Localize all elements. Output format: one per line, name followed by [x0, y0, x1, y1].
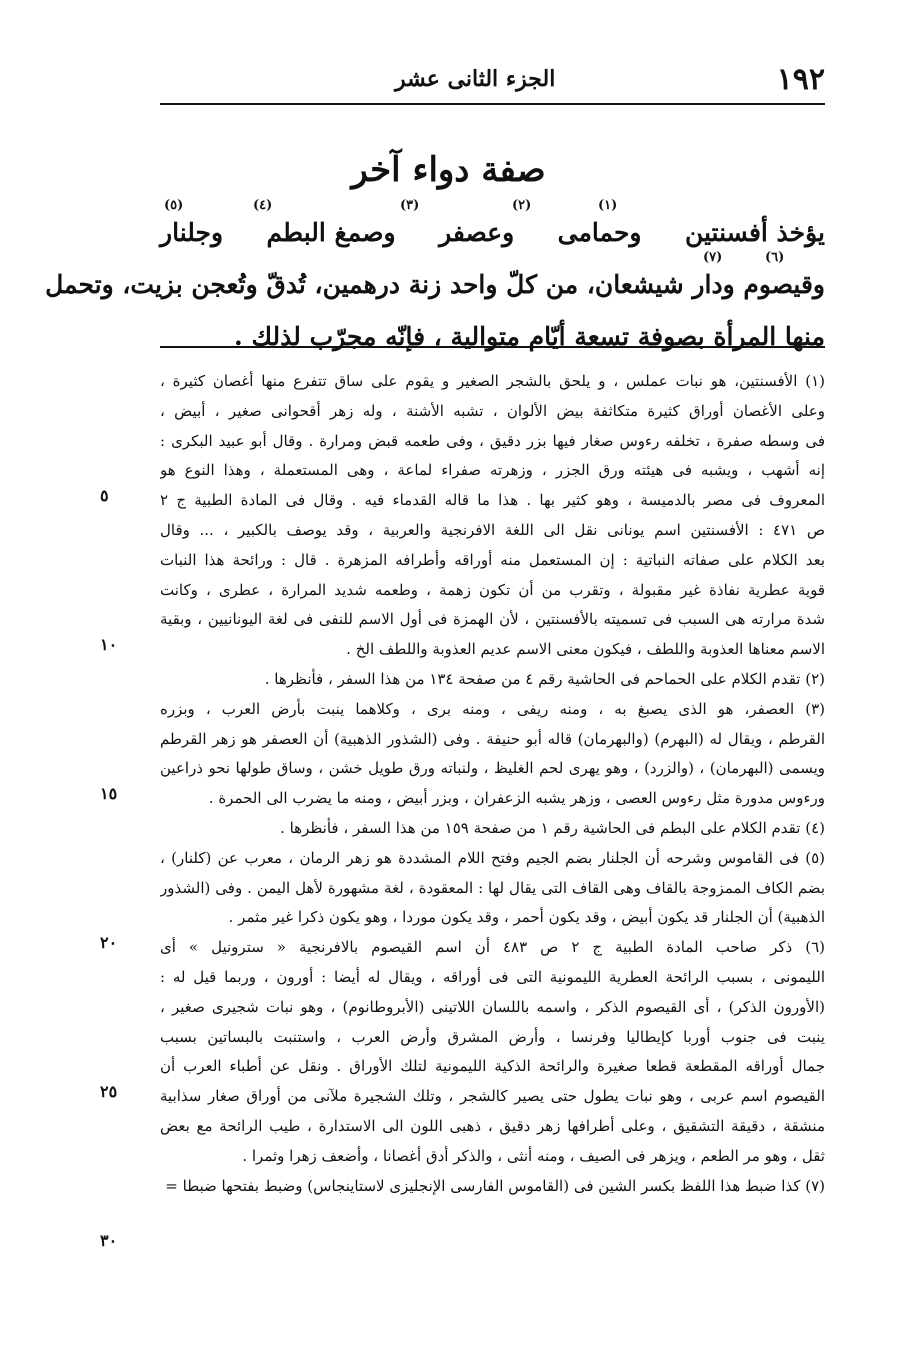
line-number: ٢٥	[100, 1082, 118, 1102]
line-number-margin	[100, 367, 140, 1267]
footnote-line: (٤) تقدم الكلام على البطم فى الحاشية رقم ١ من صفحة ١٥٩ من هذا السفر ، فأنظرها .	[280, 818, 825, 837]
note-mark-7: (٧)	[703, 250, 723, 265]
footnote-line: (٦) ذكر صاحب المادة الطبية ج ٢ ص ٤٨٣ أن اسم القيصوم بالافرنجية « سترونيل » أى	[160, 938, 825, 957]
note-mark-4: (٤)	[253, 198, 273, 213]
footnote-line: (١) الأفسنتين، هو نبات عملس ، و يلحق بالشجر الصغير و يقوم على ساق تتفرع منها أغصان كثيرة ،	[160, 372, 825, 390]
note-mark-6: (٦)	[765, 250, 785, 265]
note-mark-5: (٥)	[164, 198, 184, 213]
footnote-line: وعلى الأغصان أوراق كثيرة متكاثفة بيض الألوان ، تشبه الأشنة ، وله زهر أقحوانى صغير ، أبيض ،	[160, 401, 825, 420]
ingredient-5: وجلنار	[160, 218, 224, 247]
footnote-line: (٢) تقدم الكلام على الحماحم فى الحاشية رقم ٤ من صفحة ١٣٤ من هذا السفر ، فأنظرها .	[264, 669, 825, 688]
footnotes	[160, 367, 825, 1201]
footnote-line: (٣) العصفر، هو الذى يصبغ به ، ومنه ريفى ، ومنه برى ، وكلاهما ينبت بأرض العرب ، وبزره	[160, 699, 825, 718]
footnote-line: ويسمى (البهرمان) ، (والزرد) ، وهو يهرى لحم الغليظ ، ولنباته ورق طويل خشن ، وساق طولها نحو ذراعين	[160, 759, 825, 778]
footnote-line: ينبت فى جنوب أوربا كإيطاليا وفرنسا ، وأرض المشرق وأرض العرب ، واستنبت بالبساتين بسبب	[160, 1027, 825, 1046]
footnote-line: (٧) كذا ضبط هذا اللفظ بكسر الشين فى (القاموس الفارسى الإنجليزى لاستاينجاس) وضبط بفتحها ضبطا =	[165, 1176, 825, 1195]
ingredient-3: وعصفر	[439, 218, 515, 247]
footnote-line: قوية عطرية نفاذة غير مقبولة ، وتقرب من أن تكون زهمة ، وطعمه شديد المرارة ، عطرى ، وكانت	[160, 580, 825, 599]
footnote-line: ص ٤٧١ : الأفسنتين اسم يونانى نقل الى اللغة الافرنجية والعربية ، وقد يوصف بالكبير ، ... وقال	[160, 520, 825, 539]
recipe-line	[160, 299, 825, 351]
footnote-line: (٥) فى القاموس وشرحه أن الجلنار بضم الجيم وفتح اللام المشددة هو زهر الرمان ، معرب عن (كلنار) ،	[160, 848, 825, 867]
page-number: ١٩٢	[776, 62, 825, 97]
ingredient-1: يؤخذ أفسنتين	[684, 218, 825, 247]
footnote-line: جمال أوراقه المقطعة قطعا صغيرة والرائحة الذكية الليمونية لتلك الأوراق . ونقل عن أطباء العرب أن	[160, 1057, 825, 1076]
footnote-line: الذهبية) أن الجلنار قد يكون أبيض ، وقد يكون أحمر ، وقد يكون موردا ، وهو يكون ذكرا غير مثمر .	[228, 908, 825, 927]
footnote-line: بعد الكلام على صفاته النباتية : إن المستعمل منه أوراقه وأطرافه المزهرة . قال : ورائحة هذا النبات	[160, 550, 825, 569]
footnote-line: شدة مرارته هى السبب فى تسميته بالأفسنتين ، لأن الهمزة فى أول الاسم للنفى فى لغة اليونانيين ، وبقية	[160, 610, 825, 629]
recipe-line-text: وقيصوم ودار شيشعان، من كلّ واحد زنة درهمين، تُدقّ وتُعجن بزيت، وتحمل	[45, 270, 825, 299]
line-number: ١٥	[100, 784, 118, 804]
footnote-line: القرطم ، ويقال له (البهرم) (والبهرمان) قاله أبو حنيفة . وفى (الشذور الذهبية) أن العصفر هو زهر القرطم	[160, 729, 825, 748]
footnote-line: إنه أشهب ، ويشبه فى هيئته ورق الجزر ، وزهرته صفراء لماعة ، وهى المستعملة ، وهذا النوع هو	[160, 461, 825, 480]
note-mark-3: (٣)	[400, 198, 420, 213]
footnote-line: المعروف فى مصر بالدميسة ، وهو كثير بها . هذا ما قاله القدماء فيه . وقال فى المادة الطبية ج ٢	[160, 491, 825, 510]
recipe-line	[160, 195, 825, 247]
footnote-line: ثقل ، وهو مر الطعم ، ويزهر فى الصيف ، ومنه أنثى ، والذكر أدق أغصانا ، وأضعف زهرا وثمرا .	[242, 1146, 825, 1165]
header-rule	[160, 103, 825, 105]
running-title: الجزء الثانى عشر	[395, 66, 556, 92]
section-title: صفة دواء آخر	[351, 150, 546, 190]
recipe-text	[45, 195, 825, 351]
ingredient-2: وحمامى	[557, 218, 642, 247]
note-mark-1: (١)	[598, 198, 618, 213]
line-number: ١٠	[100, 635, 118, 655]
footnote-line: منشقة ، دقيقة التشقيق ، وعلى أطرافها زهر دقيق ، ذهبى اللون الى الاستدارة ، طيب الرائحة مع بعض	[160, 1116, 825, 1135]
footnote-rule	[160, 346, 825, 348]
page-header	[160, 62, 825, 102]
footnote-line: القيصوم اسم عربى ، وهو نبات يطول حتى يصير كالشجر ، وتلك الشجيرة ملآنى من أوراق صغار سذابية	[160, 1087, 825, 1106]
footnote-line: ورءوس مدورة مثل رءوس العصى ، وزهر يشبه الزعفران ، وبزر أبيض ، ومنه ما يضرب الى الحمرة .	[208, 789, 825, 808]
footnote-line: بضم الكاف الممزوجة بالقاف وهى القاف التى يقال لها : المعقودة ، لغة مشهورة لأهل اليمن . وفى (الشذور	[160, 878, 825, 897]
recipe-line-text: منها المرأة بصوفة تسعة أيّام متوالية ، فإنّه مجرّب لذلك .	[234, 322, 825, 351]
line-number: ٢٠	[100, 933, 118, 953]
footnote-line: الاسم معناها العذوبة واللطف ، فيكون معنى الاسم عديم العذوبة واللطف الخ .	[346, 640, 825, 659]
note-mark-2: (٢)	[512, 198, 532, 213]
recipe-line	[45, 247, 825, 299]
footnote-line: فى وسطه صفرة ، تخلفه رءوس صغار فيها بزر دقيق ، وفى طعمه قبض ومرارة . وقال أبو عبيد البكرى :	[160, 431, 825, 450]
footnote-line: الليمونى ، بسبب الرائحة العطرية الليمونية التى فى أوراقه ، ويقال له أيضا : أورون ، وربما قيل له :	[160, 967, 825, 986]
ingredient-4: وصمغ البطم	[266, 218, 396, 247]
line-number: ٣٠	[100, 1231, 118, 1251]
line-number: ٥	[100, 486, 109, 506]
footnote-line: (الأورون الذكر) ، أى القيصوم الذكر ، واسمه باللسان اللاتينى (الأبروطانوم) ، وهو نبات شجيرى صغير ،	[160, 997, 825, 1016]
